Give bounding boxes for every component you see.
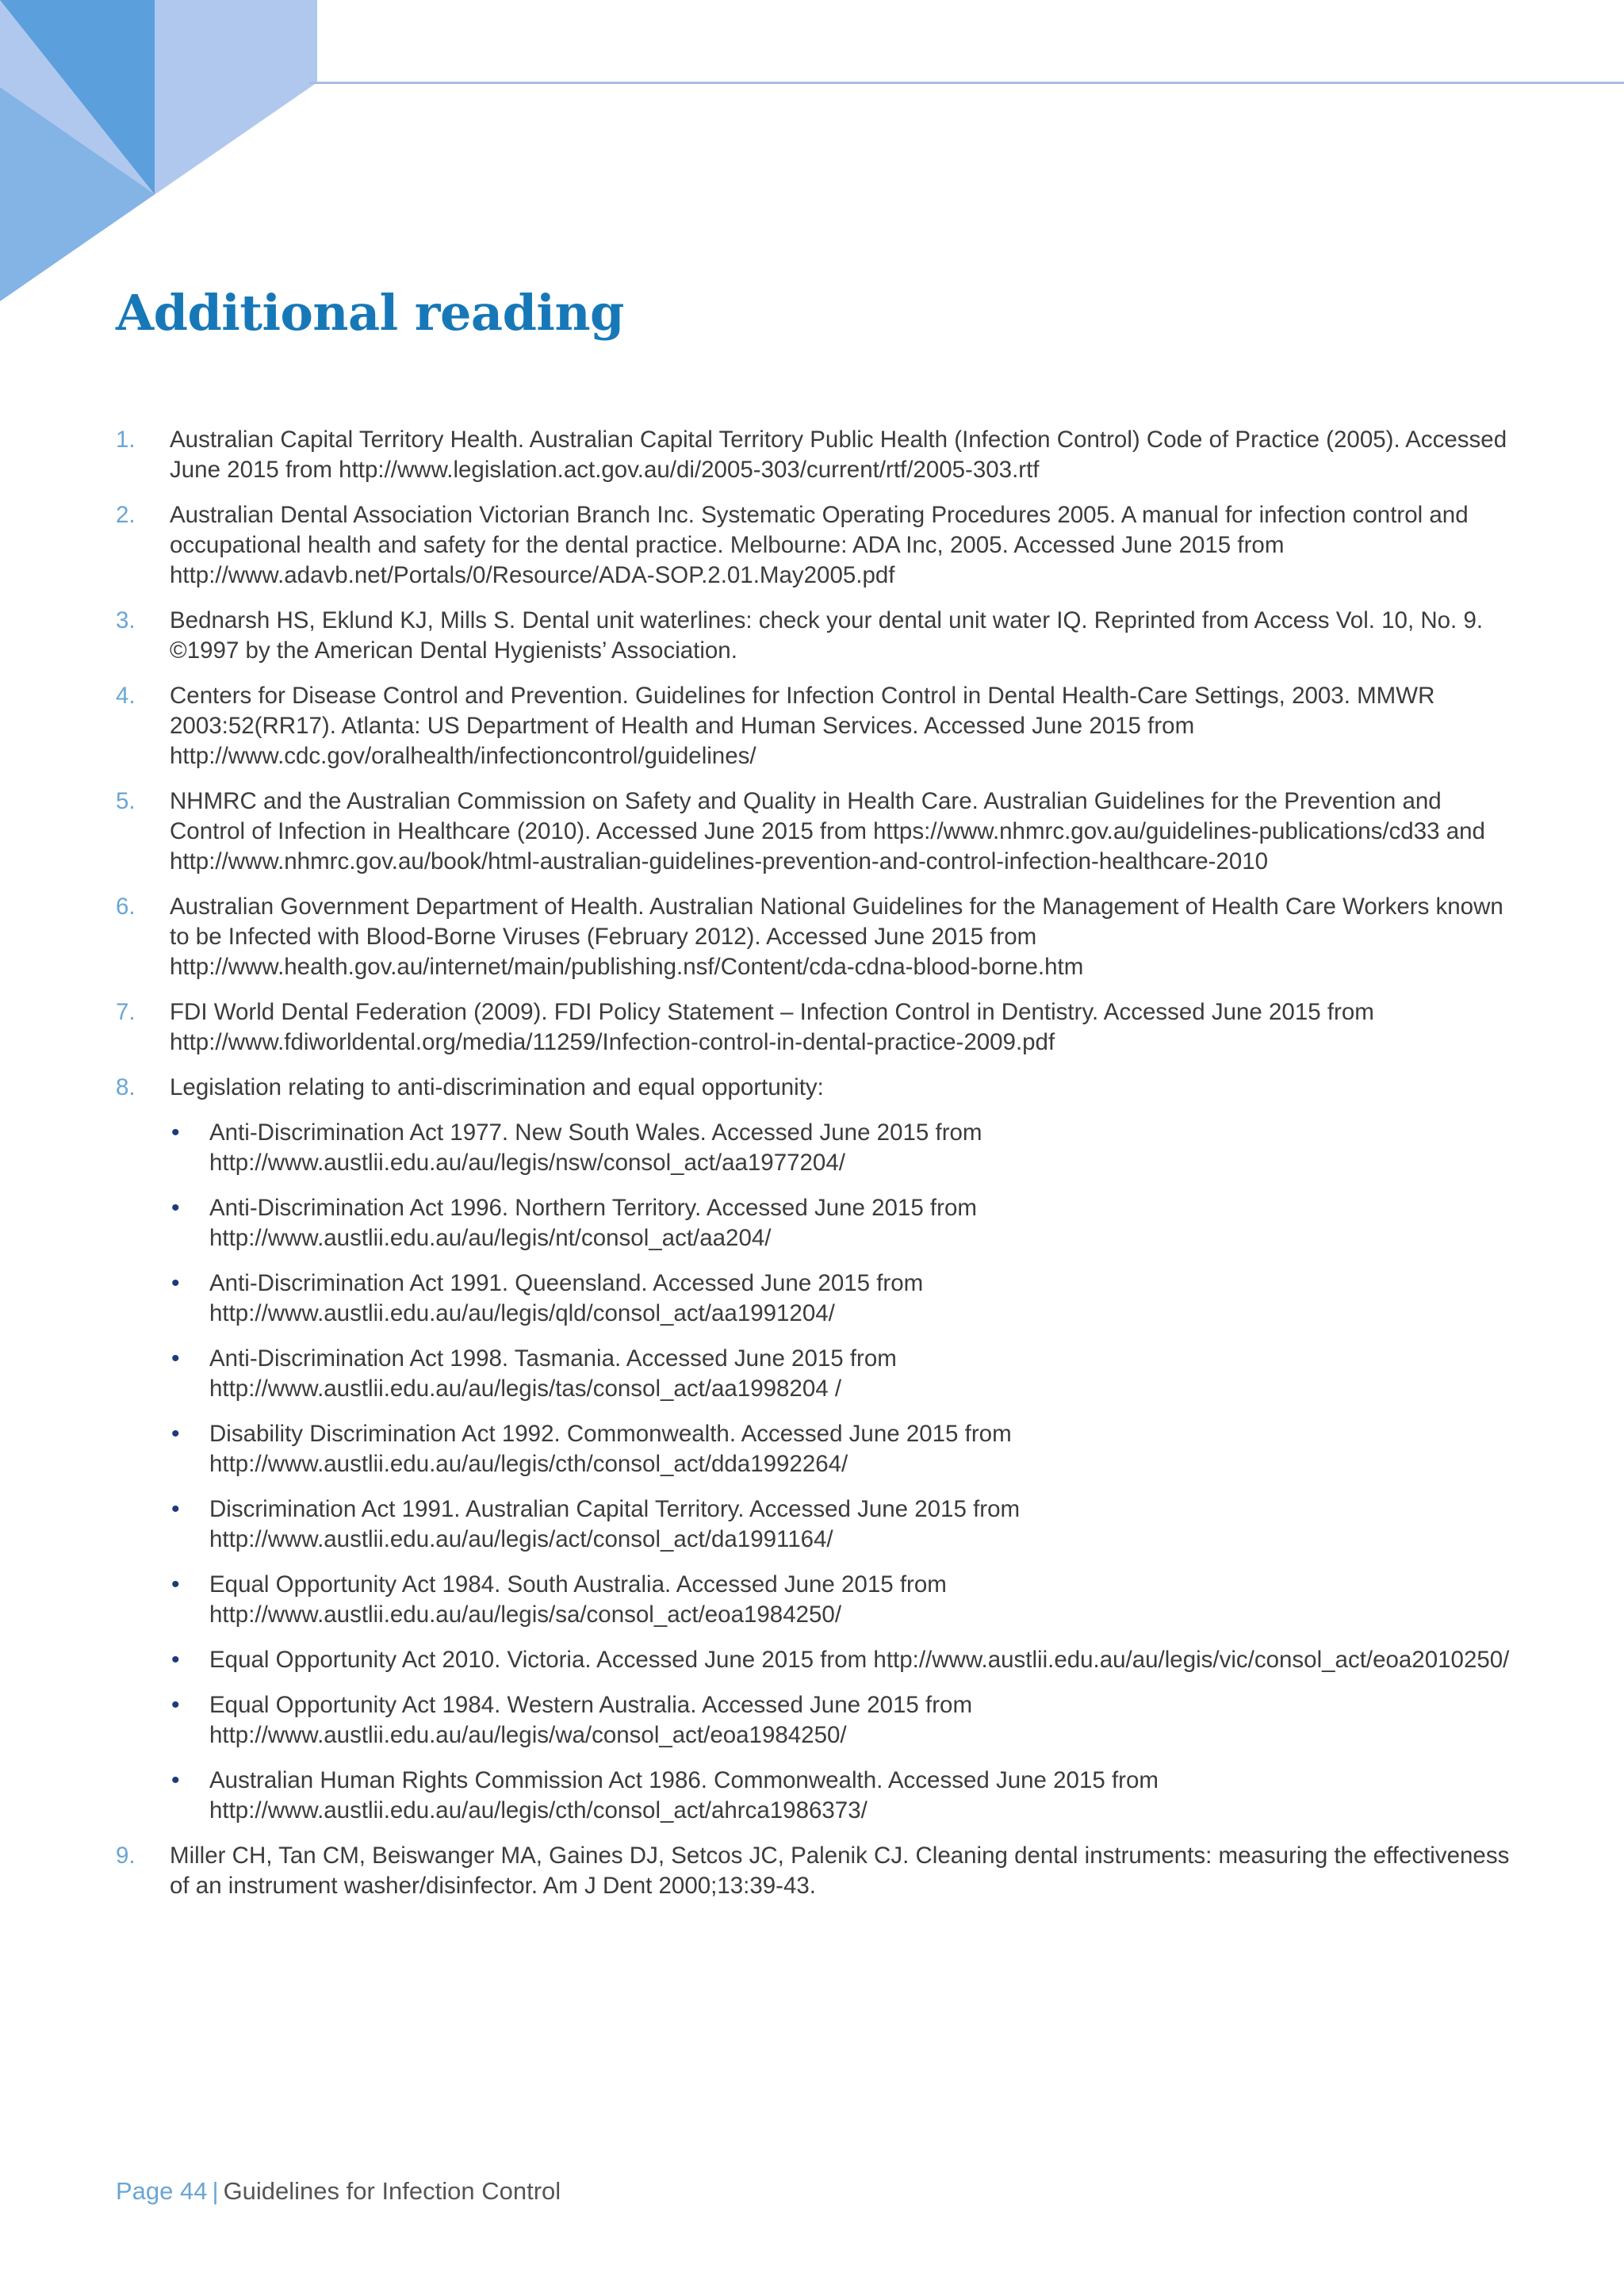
bullet-icon: •: [171, 1119, 180, 1146]
reference-item: [116, 1073, 1511, 1826]
reference-number: 7.: [116, 999, 136, 1025]
legislation-item: [170, 1269, 1511, 1329]
corner-decoration: [0, 0, 317, 301]
bullet-icon: •: [171, 1767, 180, 1793]
bullet-icon: •: [171, 1571, 180, 1598]
legislation-item: [170, 1193, 1511, 1253]
bullet-icon: •: [171, 1195, 180, 1221]
legislation-item: [170, 1645, 1511, 1675]
legislation-text: Anti-Discrimination Act 1991. Queensland. Accessed June 2015 from http://www.austlii.edu.au/au/legis/qld/consol_act/aa1991204/: [209, 1270, 924, 1326]
reference-item: [116, 681, 1511, 771]
reference-text: FDI World Dental Federation (2009). FDI Policy Statement – Infection Control in Dentistry. Accessed June 2015 from http://www.fdiworldental.org/media/11259/Infection-control-in-dental-practice-2009.pdf: [170, 999, 1374, 1055]
legislation-item: [170, 1690, 1511, 1751]
legislation-text: Discrimination Act 1991. Australian Capital Territory. Accessed June 2015 from http://www.austlii.edu.au/au/legis/act/consol_act/da1991164/: [209, 1496, 1021, 1552]
reference-item: [116, 997, 1511, 1058]
footer-title: Guidelines for Infection Control: [223, 2177, 561, 2205]
legislation-text: Anti-Discrimination Act 1996. Northern Territory. Accessed June 2015 from http://www.austlii.edu.au/au/legis/nt/consol_act/aa204/: [209, 1195, 977, 1251]
reference-number: 6.: [116, 894, 136, 920]
legislation-item: [170, 1419, 1511, 1479]
reference-text: Centers for Disease Control and Prevention. Guidelines for Infection Control in Dental Health-Care Settings, 2003. MMWR 2003:52(RR17). Atlanta: US Department of Health and Human Services. Accessed June 2015 from http://www.cdc.gov/oralhealth/infectioncontrol/guidelines/: [170, 683, 1435, 769]
legislation-item: [170, 1766, 1511, 1826]
reference-number: 8.: [116, 1074, 136, 1100]
reference-item: [116, 786, 1511, 877]
legislation-text: Anti-Discrimination Act 1977. New South Wales. Accessed June 2015 from http://www.austlii.edu.au/au/legis/nsw/consol_act/aa1977204/: [209, 1119, 982, 1176]
legislation-item: [170, 1570, 1511, 1630]
legislation-item: [170, 1494, 1511, 1555]
legislation-item: [170, 1344, 1511, 1404]
footer-separator: |: [212, 2177, 219, 2205]
legislation-list: [170, 1118, 1511, 1826]
reference-text: Miller CH, Tan CM, Beiswanger MA, Gaines DJ, Setcos JC, Palenik CJ. Cleaning dental instruments: measuring the effectiveness of an instrument washer/disinfector. Am J Dent 2000;13:39-43.: [170, 1843, 1510, 1899]
legislation-item: [170, 1118, 1511, 1178]
reference-item: [116, 1841, 1511, 1901]
reference-number: 5.: [116, 788, 136, 814]
reference-number: 1.: [116, 427, 136, 453]
reference-text: Bednarsh HS, Eklund KJ, Mills S. Dental unit waterlines: check your dental unit water IQ. Reprinted from Access Vol. 10, No. 9. ©1997 by the American Dental Hygienists’ Association.: [170, 607, 1484, 664]
reference-list: [116, 425, 1511, 1916]
bullet-icon: •: [171, 1692, 180, 1718]
reference-number: 3.: [116, 607, 136, 633]
bullet-icon: •: [171, 1421, 180, 1447]
reference-text: NHMRC and the Australian Commission on Safety and Quality in Health Care. Australian Guidelines for the Prevention and Control of Infection in Healthcare (2010). Accessed June 2015 from https://www.nhmrc.gov.au/guidelines-publications/cd33 and http://www.nhmrc.gov.au/book/html-australian-guidelines-prevention-and-control-infection-healthcare-2010: [170, 788, 1485, 874]
page-title: Additional reading: [116, 284, 624, 342]
reference-number: 4.: [116, 683, 136, 709]
reference-text: Australian Capital Territory Health. Australian Capital Territory Public Health (Infection Control) Code of Practice (2005). Accessed June 2015 from http://www.legislation.act.gov.au/di/2005-303/current/rtf/2005-303.rtf: [170, 427, 1507, 483]
bullet-icon: •: [171, 1496, 180, 1522]
header-rule: [309, 82, 1624, 84]
bullet-icon: •: [171, 1647, 180, 1673]
legislation-text: Australian Human Rights Commission Act 1986. Commonwealth. Accessed June 2015 from http://www.austlii.edu.au/au/legis/cth/consol_act/ahrca1986373/: [209, 1767, 1159, 1823]
legislation-text: Anti-Discrimination Act 1998. Tasmania. Accessed June 2015 from http://www.austlii.edu.au/au/legis/tas/consol_act/aa1998204 /: [209, 1345, 897, 1402]
reference-text: Legislation relating to anti-discrimination and equal opportunity:: [170, 1074, 824, 1100]
reference-item: [116, 500, 1511, 591]
page-footer: [116, 2177, 561, 2206]
legislation-text: Equal Opportunity Act 1984. South Australia. Accessed June 2015 from http://www.austlii.edu.au/au/legis/sa/consol_act/eoa1984250/: [209, 1571, 947, 1628]
bullet-icon: •: [171, 1345, 180, 1372]
reference-number: 2.: [116, 502, 136, 528]
reference-item: [116, 892, 1511, 982]
reference-text: Australian Dental Association Victorian Branch Inc. Systematic Operating Procedures 2005. A manual for infection control and occupational health and safety for the dental practice. Melbourne: ADA Inc, 2005. Accessed June 2015 from http://www.adavb.net/Portals/0/Resource/ADA-SOP.2.01.May2005.pdf: [170, 502, 1469, 588]
legislation-text: Equal Opportunity Act 1984. Western Australia. Accessed June 2015 from http://www.austlii.edu.au/au/legis/wa/consol_act/eoa1984250/: [209, 1692, 973, 1748]
reference-item: [116, 425, 1511, 485]
reference-item: [116, 606, 1511, 666]
reference-number: 9.: [116, 1843, 136, 1869]
bullet-icon: •: [171, 1270, 180, 1296]
legislation-text: Equal Opportunity Act 2010. Victoria. Accessed June 2015 from http://www.austlii.edu.au/au/legis/vic/consol_act/eoa2010250/: [209, 1647, 1510, 1673]
legislation-text: Disability Discrimination Act 1992. Commonwealth. Accessed June 2015 from http://www.austlii.edu.au/au/legis/cth/consol_act/dda1992264/: [209, 1421, 1012, 1477]
reference-text: Australian Government Department of Health. Australian National Guidelines for the Management of Health Care Workers known to be Infected with Blood-Borne Viruses (February 2012). Accessed June 2015 from http://www.health.gov.au/internet/main/publishing.nsf/Content/cda-cdna-blood-borne.htm: [170, 894, 1503, 980]
page-number: Page 44: [116, 2177, 208, 2205]
